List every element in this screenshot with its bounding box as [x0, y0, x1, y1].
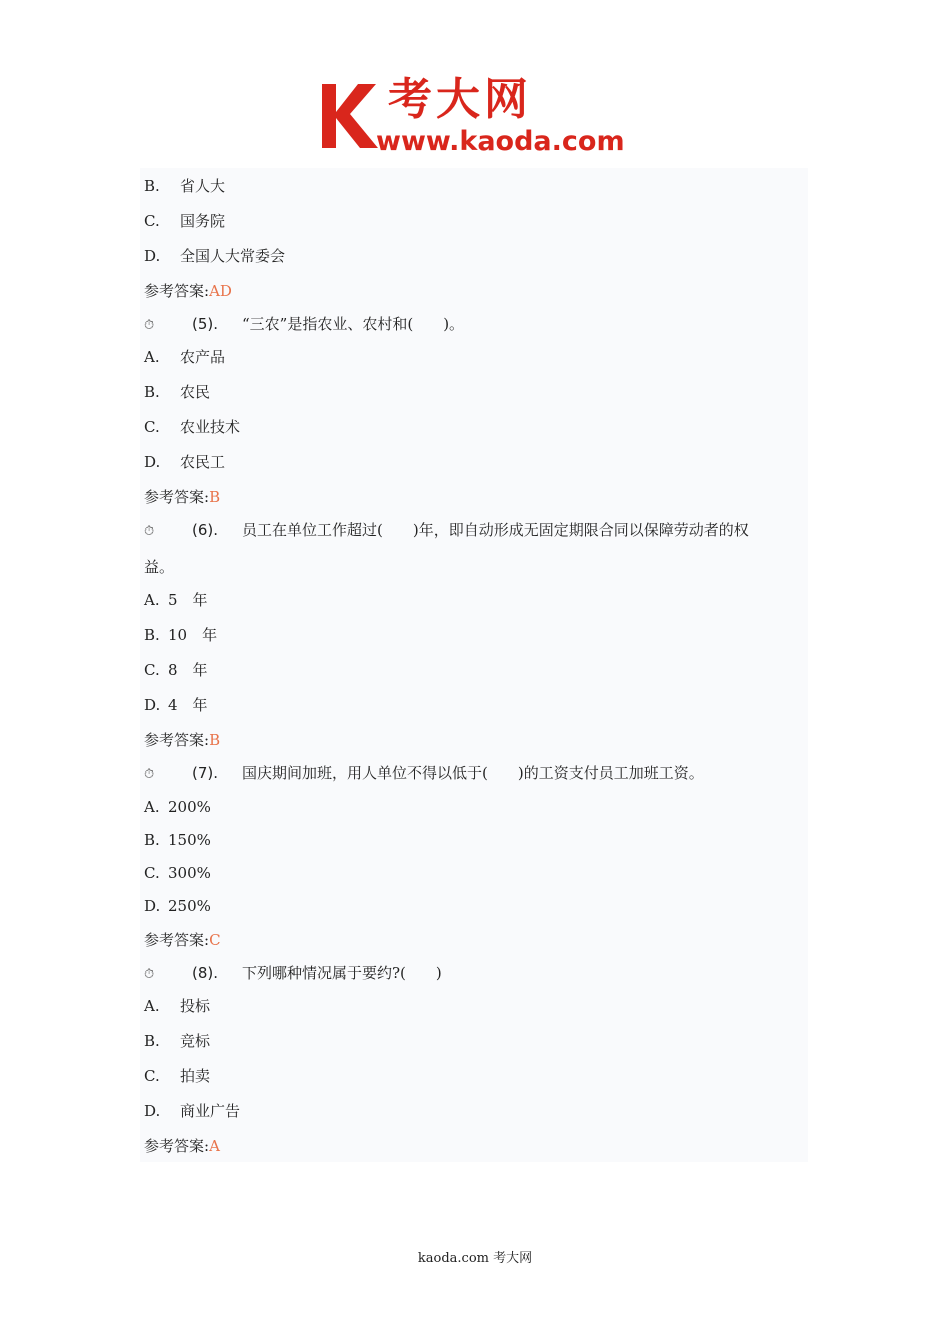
- q7-option-c: C. 300%: [144, 864, 211, 882]
- kaoda-logo: [318, 74, 638, 160]
- q6-option-b: B. 10 年: [144, 626, 218, 644]
- clock-icon: ⏱: [144, 967, 155, 982]
- q7-answer: 参考答案:C: [144, 931, 221, 949]
- q4-option-b: B. 省人大: [144, 177, 226, 195]
- q5-option-b: B. 农民: [144, 383, 211, 401]
- q6-option-a: A. 5 年: [144, 591, 208, 609]
- q6-option-c: C. 8 年: [144, 661, 208, 679]
- q8-option-c: C. 拍卖: [144, 1067, 211, 1085]
- logo-url: www.kaoda.com: [376, 126, 625, 157]
- q8-option-b: B. 竞标: [144, 1032, 211, 1050]
- q5-option-d: D. 农民工: [144, 453, 226, 471]
- q5-option-a: A. 农产品: [144, 348, 226, 366]
- q6-question: ⏱ (6). 员工在单位工作超过( )年，即自动形成无固定期限合同以保障劳动者的权: [144, 520, 749, 542]
- q8-option-a: A. 投标: [144, 997, 211, 1015]
- q4-answer: 参考答案:AD: [144, 282, 232, 300]
- clock-icon: ⏱: [144, 524, 155, 539]
- logo-chinese: 考大网: [388, 74, 532, 125]
- q7-question: ⏱ (7). 国庆期间加班，用人单位不得以低于( )的工资支付员工加班工资。: [144, 763, 704, 785]
- q6-answer: 参考答案:B: [144, 731, 221, 749]
- q5-question: ⏱ (5). “三农”是指农业、农村和( )。: [144, 314, 464, 336]
- q7-option-b: B. 150%: [144, 831, 211, 849]
- clock-icon: ⏱: [144, 318, 155, 333]
- logo-k-mark: [318, 78, 382, 150]
- q7-option-a: A. 200%: [144, 798, 211, 816]
- q4-option-c: C. 国务院: [144, 212, 226, 230]
- q5-option-c: C. 农业技术: [144, 418, 241, 436]
- q4-option-d: D. 全国人大常委会: [144, 247, 286, 265]
- q8-question: ⏱ (8). 下列哪种情况属于要约?( ): [144, 963, 442, 985]
- q8-answer: 参考答案:A: [144, 1137, 220, 1155]
- page-footer: kaoda.com 考大网: [417, 1251, 533, 1266]
- q6-option-d: D. 4 年: [144, 696, 208, 714]
- q8-option-d: D. 商业广告: [144, 1102, 241, 1120]
- q5-answer: 参考答案:B: [144, 488, 221, 506]
- q6-question-cont: 益。: [144, 558, 175, 576]
- clock-icon: ⏱: [144, 767, 155, 782]
- q7-option-d: D. 250%: [144, 897, 211, 915]
